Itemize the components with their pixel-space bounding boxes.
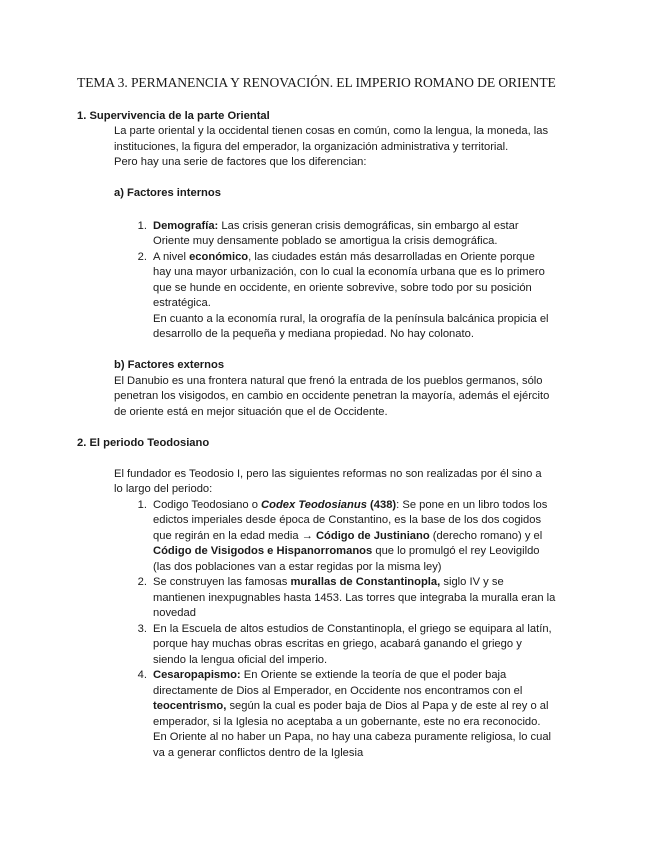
document-title: TEMA 3. PERMANENCIA Y RENOVACIÓN. EL IMPERIO ROMANO DE ORIENTE — [77, 75, 556, 90]
list-item-line: que se hunde en occidente, en oriente sobrevive, sobre todo por su posición — [153, 282, 532, 294]
list-item-codigo-teodosiano: Codigo Teodosiano o Codex Teodosianus (438): Se pone en un libro todos los — [153, 499, 548, 511]
list-item-line: edictos imperiales desde época de Constantino, es la base de los dos cogidos — [153, 514, 542, 526]
list-item-line: Código de Visigodos e Hispanorromanos que lo promulgó el rey Leovigildo — [153, 545, 540, 557]
list-item-cesaropapismo: Cesaropapismo: En Oriente se extiende la teoría de que el poder baja — [153, 669, 507, 681]
list-number: 2. — [137, 576, 147, 588]
list-item-line: Oriente muy densamente poblado se amortigua la crisis demográfica. — [153, 235, 498, 247]
factores-externos-line: de oriente está en mejor situación que el de Occidente. — [114, 406, 388, 418]
list-number: 1. — [137, 220, 147, 232]
list-number: 1. — [137, 499, 147, 511]
term-codigo-visigodos: Código de Visigodos e Hispanorromanos — [153, 545, 373, 557]
list-item-line: va a generar conflictos dentro de la Iglesia — [153, 747, 364, 759]
list-number: 4. — [137, 669, 147, 681]
section-2-heading: 2. El periodo Teodosiano — [77, 437, 210, 449]
list-item-line: porque hay muchas obras escritas en griego, acabará ganando el griego y — [153, 638, 522, 650]
term-codigo-justiniano: Código de Justiniano — [315, 530, 430, 542]
term-teocentrismo: teocentrismo, — [153, 700, 227, 712]
factores-externos-line: El Danubio es una frontera natural que frenó la entrada de los pueblos germanos, sólo — [114, 375, 543, 387]
term-cesaropapismo: Cesaropapismo: — [153, 669, 241, 681]
list-item-line: emperador, si la Iglesia no aceptaba a un gobernante, este no era reconocido. — [153, 716, 541, 728]
factores-externos-line: penetran los visigodos, en cambio en occidente penetran la mayoría, además el ejército — [114, 390, 550, 402]
list-item-line: estratégica. — [153, 297, 211, 309]
list-item-escuela: En la Escuela de altos estudios de Constantinopla, el griego se equipara al latín, — [153, 623, 552, 635]
list-item-line: hay una mayor urbanización, con lo cual la economía urbana que es lo primero — [153, 266, 545, 278]
list-item-line: mantienen inexpugnables hasta 1453. Las torres que integraba la muralla eran la — [153, 592, 556, 604]
s1-intro-line-2: instituciones, la figura del emperador, la organización administrativa y territorial. — [114, 141, 509, 153]
list-item-line: teocentrismo, según la cual es poder baja de Dios al Papa y de este al rey o al — [153, 700, 549, 712]
list-item-line: que regirán en la edad media → Código de Justiniano (derecho romano) y el — [153, 530, 543, 542]
list-item-economico: A nivel económico, las ciudades están más desarrolladas en Oriente porque — [153, 251, 535, 263]
list-item-line: siendo la lengua oficial del imperio. — [153, 654, 328, 666]
list-number: 3. — [137, 623, 147, 635]
list-item-line: En cuanto a la economía rural, la orografía de la península balcánica propicia el — [153, 313, 549, 325]
list-item-line: directamente de Dios al Emperador, en Occidente nos encontramos con el — [153, 685, 523, 697]
list-item-line: En Oriente al no haber un Papa, no hay una cabeza puramente religiosa, lo cual — [153, 731, 552, 743]
section-1-heading: 1. Supervivencia de la parte Oriental — [77, 110, 270, 122]
list-item-line: desarrollo de la pequeña y mediana propiedad. No hay colonato. — [153, 328, 474, 340]
list-number: 2. — [137, 251, 147, 263]
term-demografia: Demografía: — [153, 220, 219, 232]
list-item-line: novedad — [153, 607, 196, 619]
list-item-demografia: Demografía: Las crisis generan crisis demográficas, sin embargo al estar — [153, 220, 519, 232]
term-codex-teodosianus: Codex Teodosianus — [261, 499, 367, 511]
s2-intro-line-1: El fundador es Teodosio I, pero las siguientes reformas no son realizadas por él sino a — [114, 468, 542, 480]
list-item-line: (las dos poblaciones van a estar regidas por la misma ley) — [153, 561, 442, 573]
term-economico: económico — [189, 251, 249, 263]
s1-intro-line-3: Pero hay una serie de factores que los diferencian: — [114, 156, 367, 168]
factores-internos-heading: a) Factores internos — [114, 187, 221, 199]
list-item-murallas: Se construyen las famosas murallas de Constantinopla, siglo IV y se — [153, 576, 504, 588]
factores-externos-heading: b) Factores externos — [114, 359, 225, 371]
s1-intro-line-1: La parte oriental y la occidental tienen cosas en común, como la lengua, la moneda, las — [114, 125, 549, 137]
term-murallas: murallas de Constantinopla, — [290, 576, 441, 588]
s2-intro-line-2: lo largo del periodo: — [114, 483, 213, 495]
